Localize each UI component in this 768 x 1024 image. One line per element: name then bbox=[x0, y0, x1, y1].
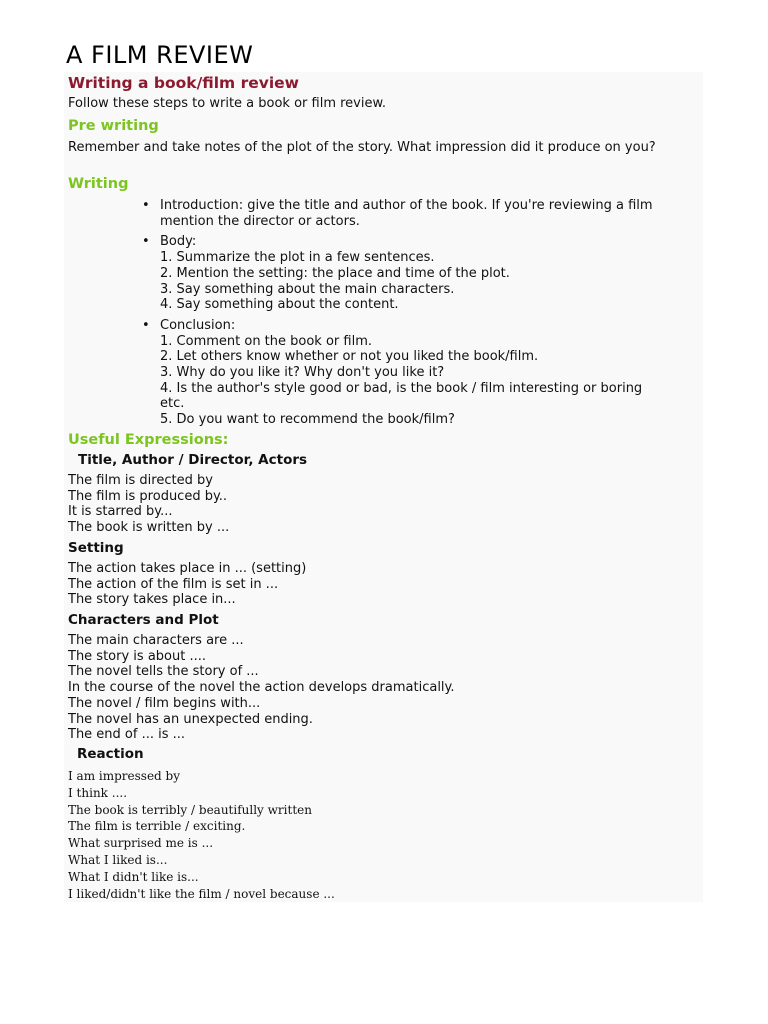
expression-line: What I didn't like is... bbox=[68, 869, 199, 884]
list-item-body bbox=[142, 234, 702, 313]
list-line: 1. Comment on the book or film. bbox=[160, 333, 372, 349]
title-author-heading: Title, Author / Director, Actors bbox=[78, 452, 308, 468]
expression-line: The film is produced by.. bbox=[68, 488, 228, 504]
content-box bbox=[64, 72, 703, 902]
setting-heading: Setting bbox=[68, 540, 124, 556]
expression-line: What surprised me is ... bbox=[68, 836, 214, 851]
expression-line: The film is directed by bbox=[68, 473, 213, 488]
expression-line: The novel / film begins with... bbox=[68, 695, 261, 711]
expression-line: I think .... bbox=[68, 785, 128, 800]
bullet-icon: • bbox=[142, 198, 150, 213]
list-line: 1. Summarize the plot in a few sentences. bbox=[160, 250, 435, 266]
list-line: mention the director or actors. bbox=[160, 213, 360, 229]
setting-lines bbox=[68, 561, 698, 608]
list-line: 3. Why do you like it? Why don't you like it? bbox=[160, 365, 445, 381]
list-line: Body: bbox=[160, 234, 197, 250]
list-line: 3. Say something about the main characters. bbox=[160, 281, 455, 297]
expression-line: The main characters are ... bbox=[68, 633, 244, 648]
expression-line: The story takes place in... bbox=[68, 592, 236, 608]
list-line: 4. Say something about the content. bbox=[160, 297, 399, 313]
pre-writing-text: Remember and take notes of the plot of the story. What impression did it produce on you? bbox=[68, 140, 656, 155]
list-line: 2. Mention the setting: the place and time of the plot. bbox=[160, 265, 510, 281]
list-line: 4. Is the author's style good or bad, is the book / film interesting or boring bbox=[160, 380, 643, 396]
expression-line: The novel tells the story of ... bbox=[68, 664, 259, 680]
intro-text: Follow these steps to write a book or film review. bbox=[68, 96, 387, 111]
bullet-icon: • bbox=[142, 234, 150, 250]
expression-line: The film is terrible / exciting. bbox=[68, 819, 246, 834]
expression-line: The book is terribly / beautifully written bbox=[68, 802, 312, 817]
list-line: 2. Let others know whether or not you liked the book/film. bbox=[160, 349, 539, 365]
list-item-introduction bbox=[142, 198, 702, 229]
page-title: A FILM REVIEW bbox=[66, 41, 254, 69]
expression-line: The action takes place in ... (setting) bbox=[68, 561, 307, 576]
expression-line: The story is about .... bbox=[68, 648, 206, 664]
main-heading: Writing a book/film review bbox=[68, 74, 300, 92]
list-line: Conclusion: bbox=[160, 317, 236, 333]
expression-line: I liked/didn't like the film / novel because ... bbox=[68, 886, 335, 901]
list-line: 5. Do you want to recommend the book/film? bbox=[160, 412, 455, 428]
characters-plot-lines bbox=[68, 633, 698, 743]
reaction-heading: Reaction bbox=[77, 746, 144, 762]
list-line: Introduction: give the title and author of the book. If you're reviewing a film bbox=[160, 198, 653, 213]
expression-line: What I liked is... bbox=[68, 852, 168, 867]
reaction-lines bbox=[68, 768, 335, 902]
bullet-icon: • bbox=[142, 317, 150, 333]
expression-line: The book is written by ... bbox=[68, 520, 230, 536]
expression-line: The end of ... is ... bbox=[68, 727, 186, 743]
expression-line: The novel has an unexpected ending. bbox=[68, 711, 313, 727]
writing-heading: Writing bbox=[68, 176, 129, 192]
useful-expressions-heading: Useful Expressions: bbox=[68, 432, 229, 448]
expression-line: In the course of the novel the action develops dramatically. bbox=[68, 680, 455, 696]
writing-steps-list bbox=[142, 198, 702, 433]
pre-writing-heading: Pre writing bbox=[68, 118, 159, 134]
list-line: etc. bbox=[160, 396, 185, 412]
characters-plot-heading: Characters and Plot bbox=[68, 612, 219, 628]
list-item-conclusion bbox=[142, 318, 702, 428]
title-author-lines bbox=[68, 473, 698, 536]
expression-line: I am impressed by bbox=[68, 769, 181, 783]
expression-line: It is starred by... bbox=[68, 504, 173, 520]
expression-line: The action of the film is set in ... bbox=[68, 576, 279, 592]
